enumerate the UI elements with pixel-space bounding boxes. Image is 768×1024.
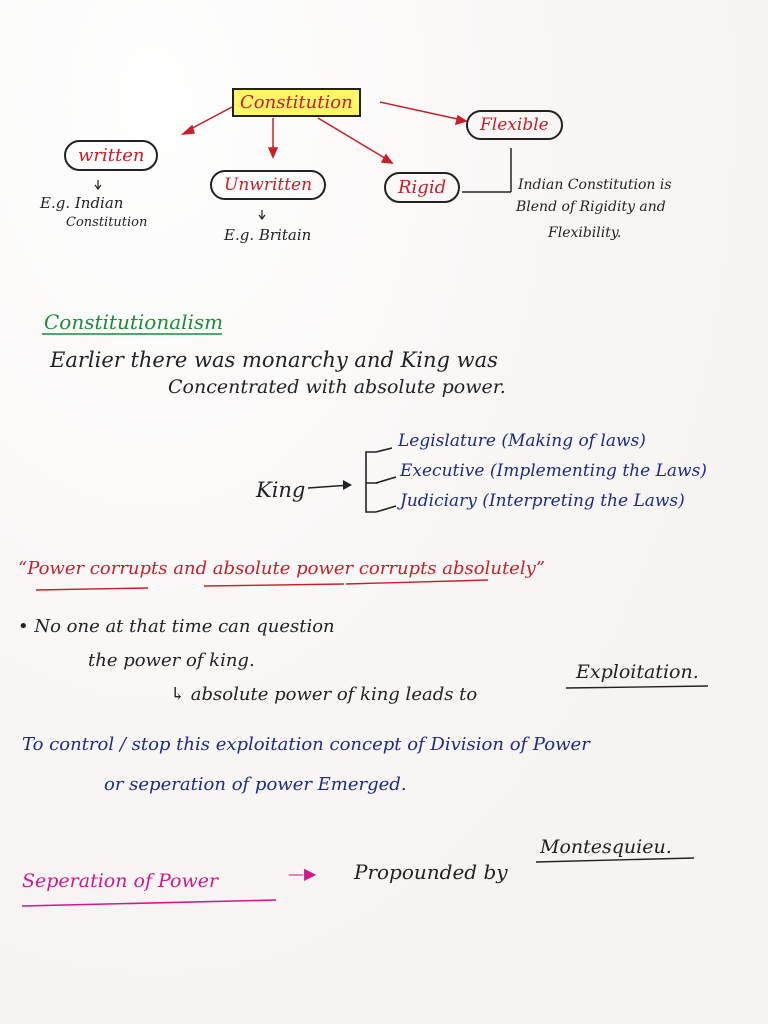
blend-note-3: Flexibility.: [548, 225, 622, 241]
written-node: written: [64, 140, 158, 171]
flexible-node: Flexible: [466, 110, 563, 140]
blend-note-1: Indian Constitution is: [518, 177, 672, 193]
control-line-1: To control / stop this exploitation concept of Division of Power: [22, 734, 590, 755]
propounded-by: Propounded by: [354, 860, 508, 884]
exploitation-underline: [566, 686, 708, 688]
king-label: King: [256, 478, 306, 502]
branch-judiciary: Judiciary (Interpreting the Laws): [400, 491, 685, 511]
quote-underline-3: [346, 580, 488, 584]
unwritten-node: Unwritten: [210, 170, 326, 200]
section-heading-constitutionalism: Constitutionalism: [44, 310, 224, 334]
bullet-no-one: • No one at that time can question: [18, 616, 335, 637]
written-example-1: E.g. Indian: [40, 194, 124, 212]
montesquieu-underline: [536, 858, 694, 862]
arrow-glyph: —▶: [288, 864, 317, 883]
exploitation-word: Exploitation.: [576, 661, 699, 683]
sub-absolute-power: ↳ absolute power of king leads to: [170, 684, 478, 705]
quote-underline-2: [204, 584, 344, 586]
branch-executive: Executive (Implementing the Laws): [400, 461, 707, 481]
constitution-node: Constitution: [232, 88, 361, 117]
arrow-to-rigid: [318, 118, 388, 160]
arrowhead-flexible: [456, 116, 466, 124]
unwritten-example: E.g. Britain: [224, 226, 312, 244]
down-mark-written: [95, 180, 101, 189]
sep-underline: [22, 900, 276, 906]
written-example-2: Constitution: [66, 215, 148, 230]
branch-legislature: Legislature (Making of laws): [398, 431, 646, 451]
rigid-node: Rigid: [384, 172, 460, 203]
arrowhead-unwritten: [269, 148, 277, 157]
montesquieu-name: Montesquieu.: [540, 836, 672, 858]
branch-ticks: [376, 448, 396, 512]
monarchy-line-2: Concentrated with absolute power.: [168, 376, 506, 398]
control-line-2: or seperation of power Emerged.: [104, 774, 407, 795]
acton-quote: “Power corrupts and absolute power corrupts absolutely”: [18, 558, 545, 579]
king-arrowhead: [343, 480, 352, 490]
down-mark-unwritten: [259, 210, 265, 219]
monarchy-line-1: Earlier there was monarchy and King was: [50, 348, 498, 372]
blend-note-2: Blend of Rigidity and: [516, 199, 666, 215]
arrowhead-written: [183, 126, 194, 134]
arrowhead-rigid: [382, 155, 392, 163]
arrow-to-flexible: [380, 102, 462, 120]
bullet-power-of-king: the power of king.: [88, 650, 255, 671]
branch-bracket: [366, 452, 378, 512]
quote-underline-1: [36, 588, 148, 590]
separation-of-power-label: Seperation of Power: [22, 870, 219, 892]
